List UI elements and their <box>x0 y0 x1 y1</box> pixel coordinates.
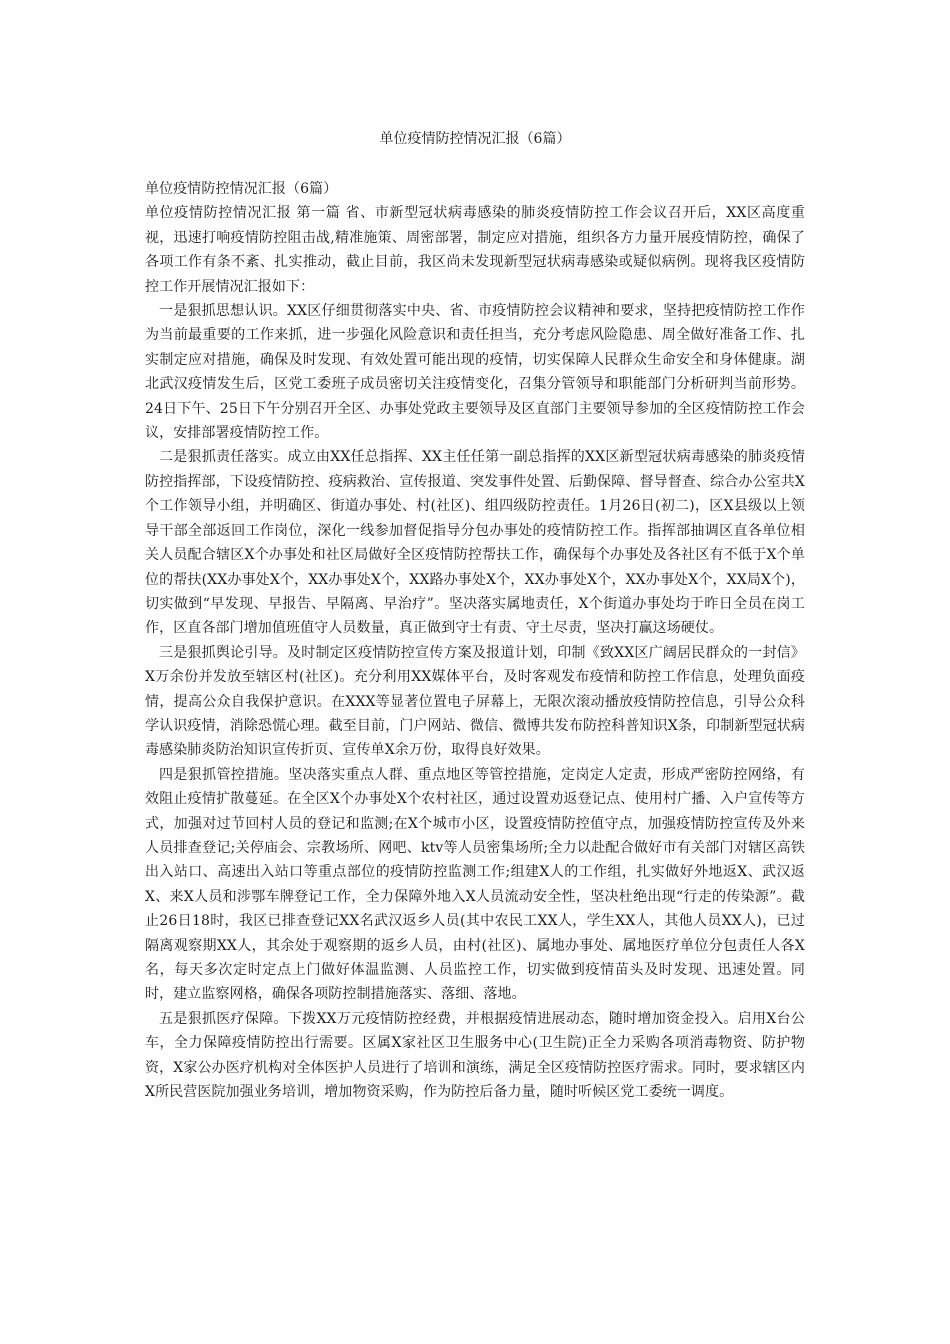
paragraph-responsibility: 二是狠抓责任落实。成立由XX任总指挥、XX主任任第一副总指挥的XX区新型冠状病毒感染的肺炎疫情防控指挥部，下设疫情防控、疫病救治、宣传报道、突发事件处置、后勤保障、督导督查、综合办公室共X个工作领导小组，并明确区、街道办事处、村(社区)、组四级防控责任。1月26日(初二)，区X县级以上领导干部全部返回工作岗位，深化一线参加督促指导分包办事处的疫情防控工作。指挥部抽调区直各单位相关人员配合辖区X个办事处和社区局做好全区疫情防控帮扶工作，确保每个办事处及各社区有不低于X个单位的帮扶(XX办事处X个，XX办事处X个，XX路办事处X个，XX办事处X个，XX办事处X个，XX局X个)，切实做到“早发现、早报告、早隔离、早治疗”。坚决落实属地责任，X个街道办事处均于昨日全员在岗工作，区直各部门增加值班值守人员数量，真正做到守士有责、守土尽责，坚决打赢这场硬仗。 <box>145 449 805 637</box>
document-body <box>145 177 805 1104</box>
intro-paragraph: 单位疫情防控情况汇报 第一篇 省、市新型冠状病毒感染的肺炎疫情防控工作会议召开后，XX区高度重视，迅速打响疫情防控阻击战,精准施策、周密部署，制定应对措施，组织各方力量开展疫情防控，确保了各项工作有条不紊、扎实推动，截止目前，我区尚未发现新型冠状病毒感染或疑似病例。现将我区疫情防控工作开展情况汇报如下： <box>145 205 805 295</box>
paragraph-medical-support: 五是狠抓医疗保障。下拨XX万元疫情防控经费，并根据疫情进展动态，随时增加资金投入。启用X台公车，全力保障疫情防控出行需要。区属X家社区卫生服务中心(卫生院)正全力采购各项消毒物资、防护物资，X家公办医疗机构对全体医护人员进行了培训和演练，满足全区疫情防控医疗需求。同时，要求辖区内X所民营医院加强业务培训，增加物资采购，作为防控后备力量，随时听候区党工委统一调度。 <box>145 1010 805 1101</box>
paragraph-thought: 一是狠抓思想认识。XX区仔细贯彻落实中央、省、市疫情防控会议精神和要求，坚持把疫情防控工作作为当前最重要的工作来抓，进一步强化风险意识和责任担当，充分考虑风险隐患、周全做好准备工作、扎实制定应对措施，确保及时发现、有效处置可能出现的疫情，切实保障人民群众生命安全和身体健康。湖北武汉疫情发生后，区党工委班子成员密切关注疫情变化，召集分管领导和职能部门分析研判当前形势。24日下午、25日下午分别召开全区、办事处党政主要领导及区直部门主要领导参加的全区疫情防控工作会议，安排部署疫情防控工作。 <box>145 303 805 442</box>
document-subtitle: 单位疫情防控情况汇报（6篇） <box>145 181 338 197</box>
paragraph-control-measures: 四是狠抓管控措施。坚决落实重点人群、重点地区等管控措施，定岗定人定责，形成严密防控网络，有效阻止疫情扩散蔓延。在全区X个办事处X个农村社区，通过设置劝返登记点、使用村广播、入户宣传等方式，加强对过节回村人员的登记和监测;在X个城市小区，设置疫情防控值守点，加强疫情防控宣传及外来人员排查登记;关停庙会、宗教场所、网吧、ktv等人员密集场所;全力以赴配合做好市有关部门对辖区高铁出入站口、高速出入站口等重点部位的疫情防控监测工作;组建X人的工作组，扎实做好外地返X、武汉返X、来X人员和涉鄂车牌登记工作，全力保障外地入X人员流动安全性，坚决杜绝出现“行走的传染源”。截止26日18时，我区已排查登记XX名武汉返乡人员(其中农民工XX人，学生XX人，其他人员XX人)，已过隔离观察期XX人，其余处于观察期的返乡人员，由村(社区)、属地办事处、属地医疗单位分包责任人各X名，每天多次定时定点上门做好体温监测、人员监控工作，切实做到疫情苗头及时发现、迅速处置。同时，建立监察网格，确保各项防控制措施落实、落细、落地。 <box>145 766 805 1003</box>
paragraph-public-opinion: 三是狠抓舆论引导。及时制定区疫情防控宣传方案及报道计划，印制《致XX区广阔居民群众的一封信》X万余份并发放至辖区村(社区)。充分利用XX媒体平台，及时客观发布疫情和防控工作信息，处理负面疫情，提高公众自我保护意识。在XXX等显著位置电子屏幕上，无限次滚动播放疫情防控信息，引导公众科学认识疫情，消除恐慌心理。截至目前，门户网站、微信、微博共发布防控科普知识X条，印制新型冠状病毒感染肺炎防治知识宣传折页、宣传单X余万份，取得良好效果。 <box>145 644 805 759</box>
document-title: 单位疫情防控情况汇报（6篇） <box>379 131 571 147</box>
